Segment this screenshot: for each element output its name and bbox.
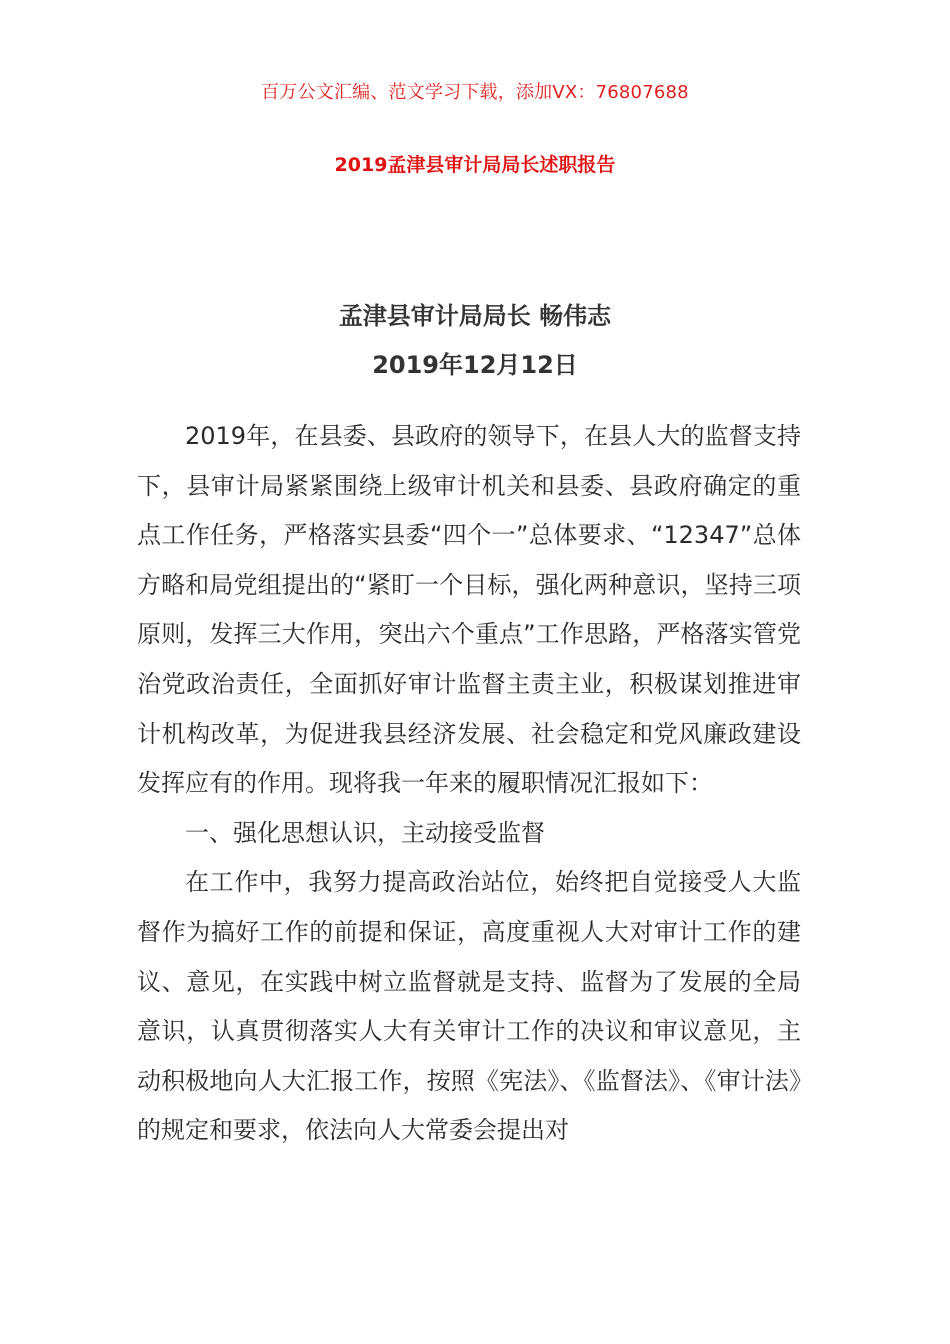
author-line: 孟津县审计局局长 畅伟志 xyxy=(338,302,612,330)
document-body xyxy=(137,412,801,1156)
paragraph-intro: 2019年，在县委、县政府的领导下，在县人大的监督支持下，县审计局紧紧围绕上级审计机关和县委、县政府确定的重点工作任务，严格落实县委“四个一”总体要求、“12347”总体方略和局党组提出的“紧盯一个目标，强化两种意识，坚持三项原则，发挥三大作用，突出六个重点”工作思路，严格落实管党治党政治责任，全面抓好审计监督主责主业，积极谋划推进审计机构改革，为促进我县经济发展、社会稳定和党风廉政建设发挥应有的作用。现将我一年来的履职情况汇报如下： xyxy=(137,422,801,798)
paragraph-section-1: 在工作中，我努力提高政治站位，始终把自觉接受人大监督作为搞好工作的前提和保证，高度重视人大对审计工作的建议、意见，在实践中树立监督就是支持、监督为了发展的全局意识，认真贯彻落实人大有关审计工作的决议和审议意见，主动积极地向人大汇报工作，按照《宪法》、《监督法》、《审计法》的规定和要求，依法向人大常委会提出对 xyxy=(137,868,801,1145)
section-heading-1: 一、强化思想认识，主动接受监督 xyxy=(185,818,545,847)
header-note: 百万公文汇编、范文学习下载，添加VX：76807688 xyxy=(261,82,689,103)
report-date: 2019年12月12日 xyxy=(372,351,578,379)
document-title: 2019孟津县审计局局长述职报告 xyxy=(334,154,616,176)
